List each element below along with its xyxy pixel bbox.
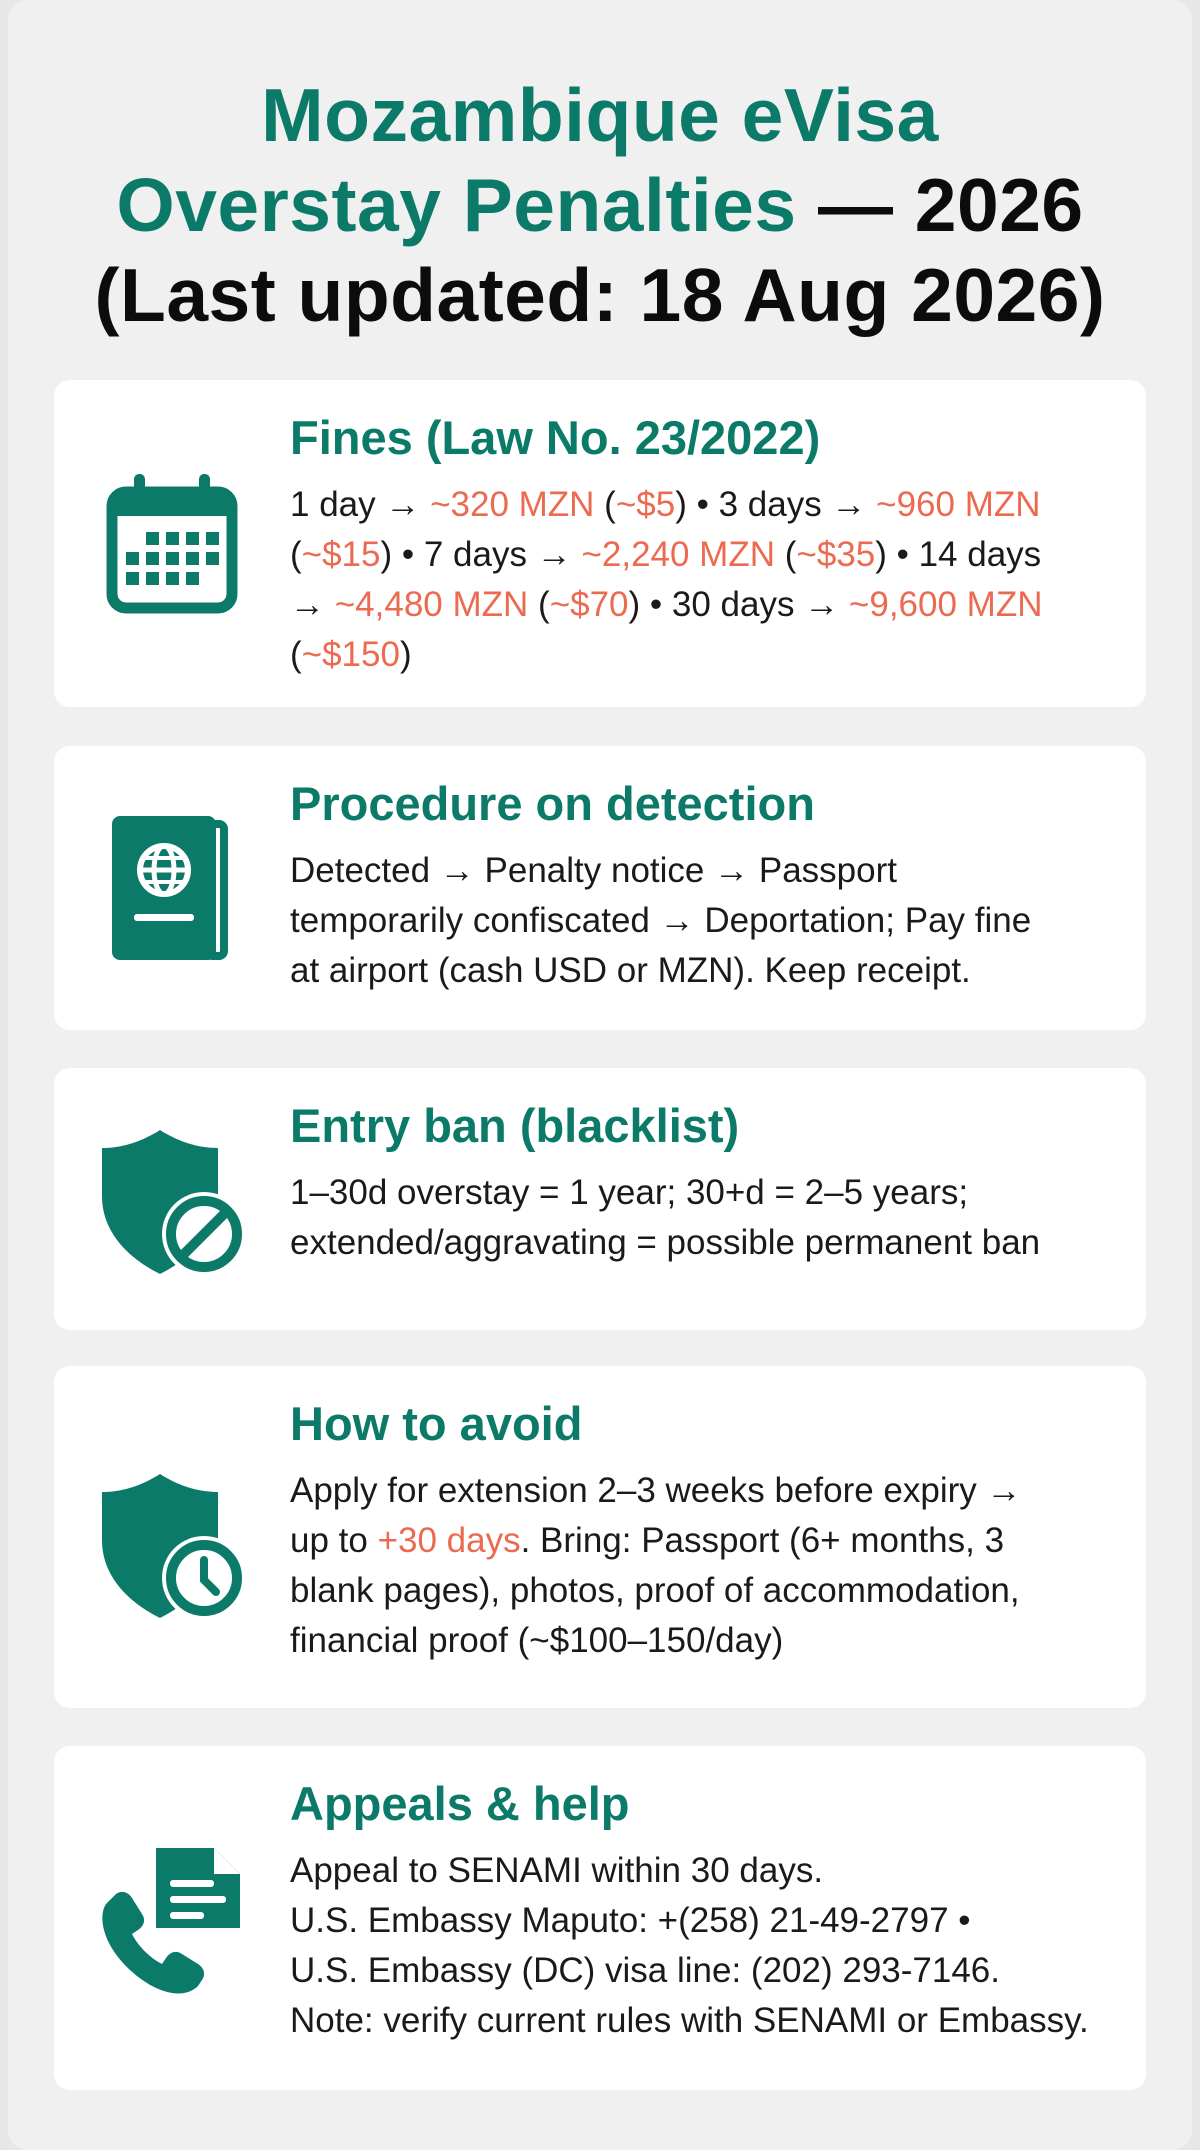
fines-text: ( bbox=[594, 485, 616, 524]
appeals-text: Appeal to SENAMI within 30 days. bbox=[290, 1851, 824, 1890]
procedure-card bbox=[54, 746, 1146, 1030]
title-last-updated: (Last updated: 18 Aug 2026) bbox=[94, 253, 1106, 337]
procedure-text: Detected → Penalty notice → Passport bbox=[290, 851, 897, 890]
procedure-heading: Procedure on detection bbox=[290, 777, 815, 830]
fine-amount-mzn: ~960 MZN bbox=[876, 485, 1041, 524]
fines-text: ) • 14 days bbox=[875, 535, 1042, 574]
fine-amount-usd: ~$70 bbox=[549, 585, 629, 624]
fines-text: ) • 7 days → bbox=[380, 535, 582, 574]
calendar-icon bbox=[106, 472, 238, 614]
fine-amount-mzn: ~9,600 MZN bbox=[848, 585, 1043, 624]
entry-ban-text: 1–30d overstay = 1 year; 30+d = 2–5 years; bbox=[290, 1173, 969, 1212]
avoid-text: . Bring: Passport (6+ months, 3 bbox=[520, 1521, 1005, 1560]
avoid-text: up to bbox=[290, 1521, 378, 1560]
fine-amount-usd: ~$35 bbox=[796, 535, 876, 574]
fines-text: ( bbox=[775, 535, 797, 574]
fines-card bbox=[54, 380, 1146, 707]
passport-icon bbox=[108, 814, 234, 962]
avoid-text: blank pages), photos, proof of accommodation, bbox=[290, 1571, 1020, 1610]
avoid-heading: How to avoid bbox=[290, 1397, 583, 1450]
title-line-1: Mozambique eVisa bbox=[261, 73, 939, 157]
extension-length: +30 days bbox=[377, 1521, 521, 1560]
fines-text: ) • 30 days → bbox=[628, 585, 849, 624]
entry-ban-card bbox=[54, 1068, 1146, 1330]
fine-amount-mzn: ~4,480 MZN bbox=[334, 585, 529, 624]
fine-amount-usd: ~$5 bbox=[615, 485, 676, 524]
fines-text: ( bbox=[290, 535, 302, 574]
fines-text: ) • 3 days → bbox=[675, 485, 877, 524]
entry-ban-text: extended/aggravating = possible permanent ban bbox=[290, 1223, 1041, 1262]
shield-ban-icon bbox=[98, 1124, 254, 1280]
title-line-2-year: — 2026 bbox=[817, 163, 1084, 247]
fines-heading: Fines (Law No. 23/2022) bbox=[290, 411, 821, 464]
phone-document-icon bbox=[96, 1846, 256, 1996]
fines-text: ) bbox=[399, 635, 412, 674]
fines-body bbox=[290, 480, 1130, 680]
verification-note: Note: verify current rules with SENAMI or Embassy. bbox=[290, 2001, 1089, 2040]
appeals-body bbox=[290, 1846, 1130, 2046]
avoid-text: Apply for extension 2–3 weeks before expiry → bbox=[290, 1471, 1022, 1510]
avoid-card bbox=[54, 1366, 1146, 1708]
appeals-card bbox=[54, 1746, 1146, 2090]
embassy-dc-phone: U.S. Embassy (DC) visa line: (202) 293-7146. bbox=[290, 1951, 1000, 1990]
fines-text: ( bbox=[528, 585, 550, 624]
entry-ban-body bbox=[290, 1168, 1130, 1268]
fine-amount-usd: ~$150 bbox=[301, 635, 400, 674]
page-title bbox=[0, 70, 1200, 340]
title-line-2-highlight: Overstay Penalties bbox=[116, 163, 797, 247]
procedure-text: temporarily confiscated → Deportation; Pay fine bbox=[290, 901, 1032, 940]
fine-amount-usd: ~$15 bbox=[301, 535, 381, 574]
procedure-body bbox=[290, 846, 1130, 996]
appeals-heading: Appeals & help bbox=[290, 1777, 630, 1830]
shield-clock-icon bbox=[98, 1468, 254, 1624]
avoid-text: financial proof (~$100–150/day) bbox=[290, 1621, 784, 1660]
fines-text: → bbox=[290, 585, 335, 624]
embassy-maputo-phone: U.S. Embassy Maputo: +(258) 21-49-2797 • bbox=[290, 1901, 971, 1940]
fines-text: 1 day → bbox=[290, 485, 431, 524]
fine-amount-mzn: ~320 MZN bbox=[430, 485, 595, 524]
avoid-body bbox=[290, 1466, 1130, 1666]
entry-ban-heading: Entry ban (blacklist) bbox=[290, 1099, 740, 1152]
fines-text: ( bbox=[290, 635, 302, 674]
procedure-text: at airport (cash USD or MZN). Keep receipt. bbox=[290, 951, 971, 990]
fine-amount-mzn: ~2,240 MZN bbox=[581, 535, 775, 574]
